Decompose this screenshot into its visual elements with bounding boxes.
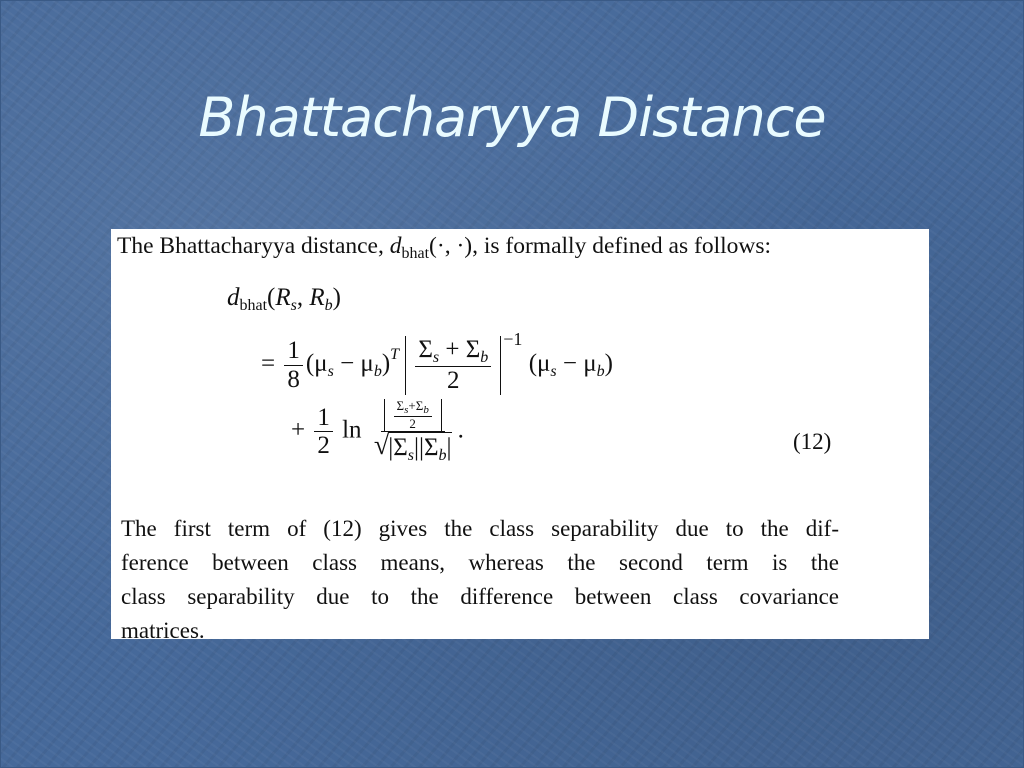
sigma-b-sub: b	[480, 348, 489, 366]
slide-title: Bhattacharyya Distance	[198, 86, 826, 149]
formula-lhs	[227, 284, 341, 315]
intro-sentence	[117, 233, 771, 263]
inverse-superscript: −1	[503, 329, 523, 349]
inner-numerator	[394, 399, 432, 417]
diff-mu-b-sub: b	[373, 363, 382, 380]
plus-sign: +	[291, 416, 306, 444]
diff-open: (μ	[305, 350, 328, 377]
paragraph-line: class separability due to the difference between class covariance	[121, 584, 839, 609]
inner-fraction	[394, 399, 432, 431]
sigma-denominator: 2	[447, 367, 460, 395]
explanation-paragraph	[121, 512, 839, 648]
frac1-denominator: 8	[287, 365, 300, 393]
lhs-d-sub: bhat	[239, 297, 268, 314]
diff-mu-s-sub: s	[327, 363, 334, 380]
root-sigma-s: |Σ	[388, 434, 408, 462]
intro-suffix: , is formally defined as follows:	[472, 233, 772, 259]
transpose-superscript: T	[390, 346, 400, 363]
square-root	[374, 432, 452, 465]
ln-denominator	[371, 432, 455, 465]
sigma-s: Σ	[418, 335, 433, 363]
tail-mu-b-sub: b	[596, 363, 605, 380]
formula-first-term	[261, 329, 613, 395]
lhs-open: (	[267, 284, 276, 311]
lhs-R1: R	[275, 284, 291, 311]
intro-args: (·, ·)	[429, 233, 473, 259]
fraction-one-eighth	[284, 337, 303, 393]
root-close: |	[446, 434, 452, 462]
lhs-R2: R	[309, 284, 325, 311]
intro-d-symbol: d	[389, 233, 402, 259]
sigma-sum-numerator	[415, 336, 491, 368]
lhs-R2-sub: b	[324, 297, 333, 314]
sigma-s-sub: s	[432, 348, 440, 366]
tail-minus: − μ	[556, 350, 597, 377]
formula-period: .	[457, 416, 464, 444]
tail-open: (μ	[528, 350, 551, 377]
root-sigma-s-sub: s	[407, 447, 414, 465]
ln-numerator	[381, 399, 445, 432]
lhs-d: d	[227, 284, 240, 311]
paragraph-line: matrices.	[121, 618, 205, 643]
frac2-numerator: 1	[314, 404, 333, 433]
root-sigma-b-sub: b	[438, 447, 447, 465]
fraction-one-half	[314, 404, 333, 460]
tail-mu-s-sub: s	[550, 363, 557, 380]
intro-d-subscript: bhat	[401, 245, 430, 262]
frac1-numerator: 1	[284, 337, 303, 366]
ln-argument-fraction	[371, 399, 455, 465]
sigma-average-fraction	[415, 336, 491, 395]
inner-sigma-s: Σ	[396, 398, 405, 413]
equals-sign: =	[261, 350, 276, 377]
paper-excerpt-image	[111, 229, 929, 643]
inner-sigma-b-sub: b	[423, 404, 429, 416]
formula-second-term	[291, 399, 464, 465]
tail-close: )	[604, 350, 613, 377]
inner-sigma-s-sub: s	[404, 404, 409, 416]
diff-minus: − μ	[333, 350, 374, 377]
sqrt-icon: √	[373, 430, 390, 462]
paragraph-line: ference between class means, whereas the second term is the	[121, 550, 839, 575]
diff-close: )	[381, 350, 391, 377]
lhs-close: )	[332, 284, 341, 311]
lhs-comma: ,	[296, 284, 310, 311]
intro-prefix: The Bhattacharyya distance,	[117, 233, 390, 259]
root-sigma-b: ||Σ	[413, 434, 439, 462]
equation-number: (12)	[793, 429, 832, 454]
natural-log: ln	[342, 416, 362, 444]
inner-determinant-bars	[384, 399, 442, 431]
inner-plus: +Σ	[408, 398, 424, 413]
determinant-bars	[405, 336, 501, 395]
paragraph-line: The first term of (12) gives the class separability due to the dif-	[121, 516, 839, 541]
lhs-R1-sub: s	[290, 297, 297, 314]
sigma-plus: + Σ	[439, 335, 481, 363]
sqrt-body	[388, 432, 451, 465]
frac2-denominator: 2	[317, 432, 330, 460]
inner-denominator: 2	[409, 416, 416, 432]
